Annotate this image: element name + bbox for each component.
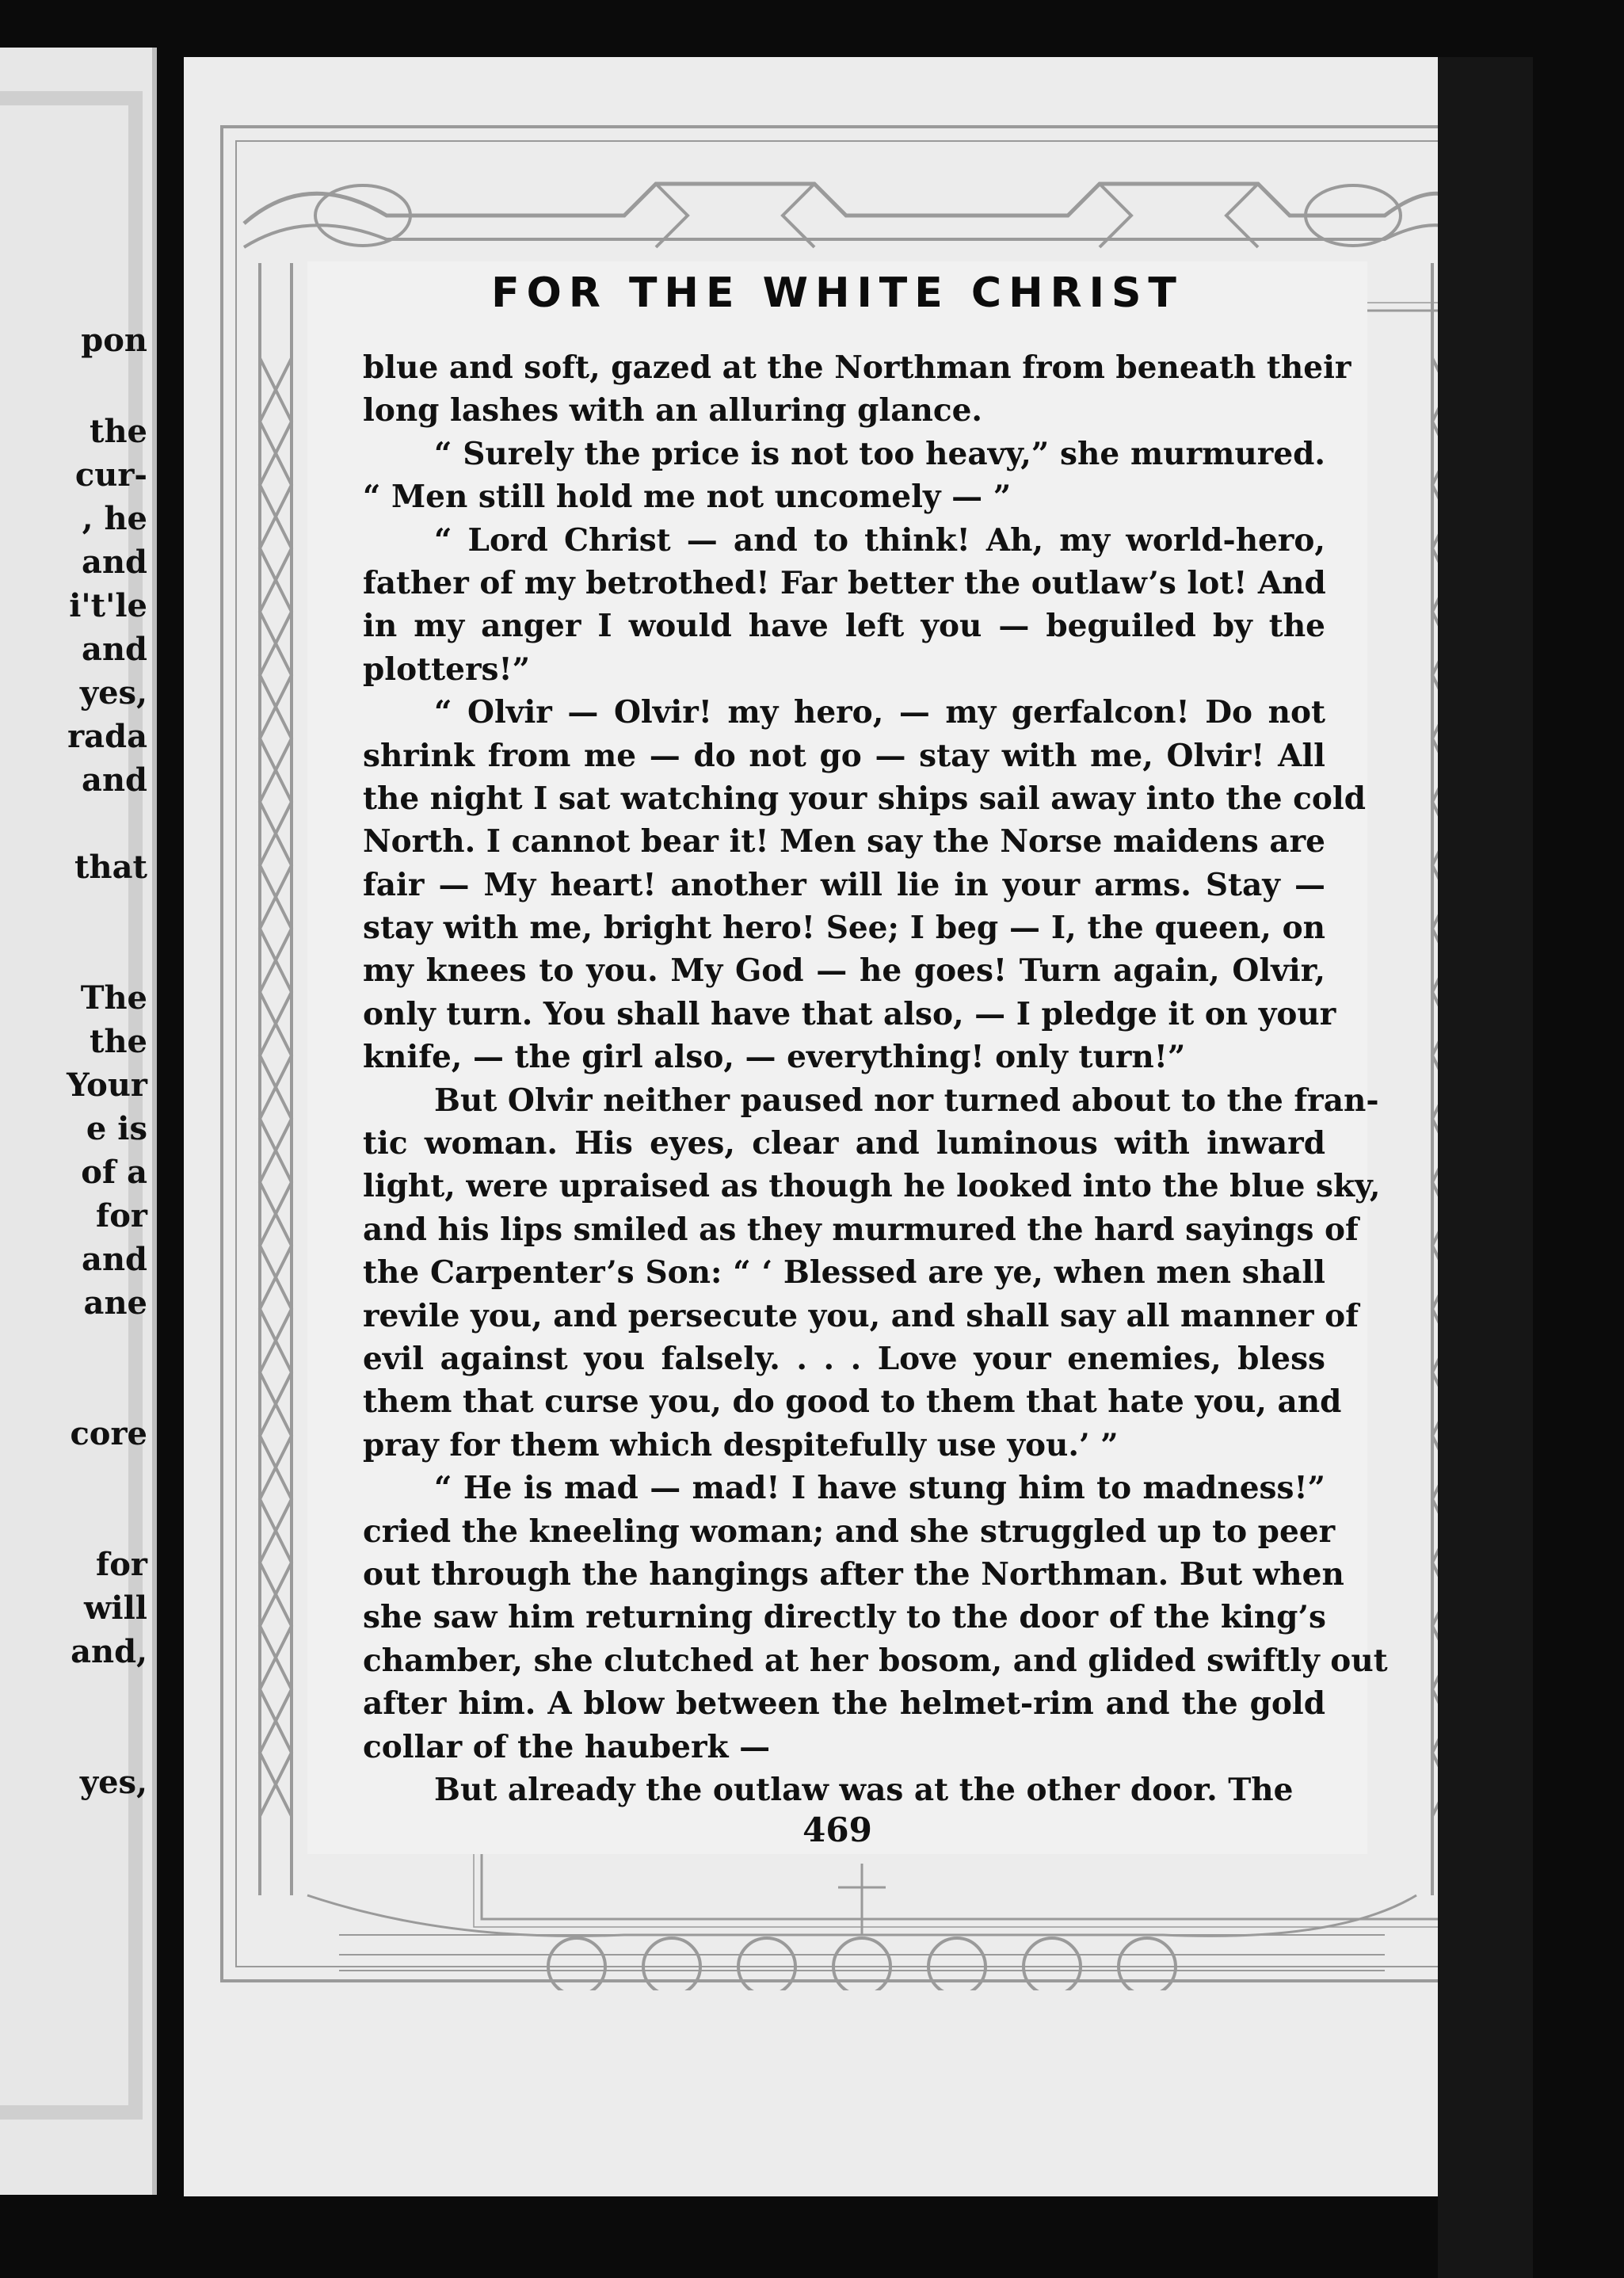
facing-page-line: pon xyxy=(81,322,147,359)
text-line: cried the kneeling woman; and she struggled up to peer xyxy=(363,1513,1336,1550)
page-title: FOR THE WHITE CHRIST xyxy=(491,269,1184,317)
text-line: “ Lord Christ — and to think! Ah, my world-hero, xyxy=(434,521,1325,559)
facing-page-line: rada xyxy=(67,718,147,755)
text-line: “ Men still hold me not uncomely — ” xyxy=(363,479,1012,516)
text-line: But Olvir neither paused nor turned about to the fran- xyxy=(434,1082,1379,1119)
text-line: stay with me, bright hero! See; I beg — I, the queen, on xyxy=(363,910,1325,947)
facing-page-line: ane xyxy=(83,1284,147,1322)
facing-page-line: , he xyxy=(82,500,147,537)
text-line: father of my betrothed! Far better the outlaw’s lot! And xyxy=(363,564,1326,601)
facing-page-line: i't'le xyxy=(69,587,147,624)
text-line: pray for them which despitefully use you.’ ” xyxy=(363,1426,1119,1463)
text-line: only turn. You shall have that also, — I pledge it on your xyxy=(363,995,1336,1032)
facing-page-line: and xyxy=(82,544,147,581)
facing-page-line: the xyxy=(89,1023,147,1060)
page-number: 469 xyxy=(802,1811,872,1849)
facing-page-line: that xyxy=(74,849,147,886)
text-line: shrink from me — do not go — stay with me, Olvir! All xyxy=(363,737,1325,774)
facing-page-line: Your xyxy=(67,1067,147,1104)
facing-page-line: and, xyxy=(71,1633,147,1670)
text-line: “ Surely the price is not too heavy,” she murmured. xyxy=(434,435,1325,472)
text-line: tic woman. His eyes, clear and luminous with inward xyxy=(363,1125,1325,1162)
text-line: after him. A blow between the helmet-rim and the gold xyxy=(363,1685,1325,1723)
text-line: blue and soft, gazed at the Northman from beneath their xyxy=(363,349,1351,386)
text-line: North. I cannot bear it! Men say the Norse maidens are xyxy=(363,823,1325,860)
facing-page-line: the xyxy=(89,413,147,450)
facing-page-line: e is xyxy=(86,1110,147,1147)
text-line: knife, — the girl also, — everything! only turn!” xyxy=(363,1039,1186,1076)
text-line: long lashes with an alluring glance. xyxy=(363,392,982,429)
text-line: she saw him returning directly to the door of the king’s xyxy=(363,1599,1326,1636)
text-line: light, were upraised as though he looked into the blue sky, xyxy=(363,1168,1381,1205)
facing-page-line: yes, xyxy=(79,674,147,712)
facing-page-line: yes, xyxy=(79,1764,147,1801)
facing-page-line: of a xyxy=(81,1154,147,1191)
text-line: and his lips smiled as they murmured the hard sayings of xyxy=(363,1211,1359,1248)
book-spine xyxy=(1438,57,1533,2278)
facing-page-line: will xyxy=(83,1589,147,1627)
facing-page-line: for xyxy=(96,1197,147,1234)
facing-page-border xyxy=(0,91,143,2120)
text-line: the night I sat watching your ships sail away into the cold xyxy=(363,780,1367,817)
text-line: my knees to you. My God — he goes! Turn again, Olvir, xyxy=(363,952,1325,990)
facing-page-line: cur- xyxy=(74,456,147,494)
facing-page-line: core xyxy=(70,1415,147,1452)
facing-page-line: The xyxy=(80,979,147,1017)
text-line: revile you, and persecute you, and shall say all manner of xyxy=(363,1297,1359,1334)
text-line: evil against you falsely. . . . Love your enemies, bless xyxy=(363,1340,1325,1377)
facing-page-line: for xyxy=(96,1546,147,1583)
body-text xyxy=(363,346,1388,1811)
facing-page-line: and xyxy=(82,1241,147,1278)
facing-page xyxy=(0,48,157,2195)
text-line: “ Olvir — Olvir! my hero, — my gerfalcon! Do not xyxy=(434,694,1325,731)
facing-page-line: and xyxy=(82,761,147,799)
text-line: collar of the hauberk — xyxy=(363,1728,771,1765)
text-line: fair — My heart! another will lie in your arms. Stay — xyxy=(363,866,1325,903)
text-line: out through the hangings after the Northman. But when xyxy=(363,1555,1344,1593)
text-line: the Carpenter’s Son: “ ‘ Blessed are ye, when men shall xyxy=(363,1254,1325,1292)
text-line: “ He is mad — mad! I have stung him to madness!” xyxy=(434,1470,1325,1507)
text-line: them that curse you, do good to them that hate you, and xyxy=(363,1383,1342,1421)
text-line: in my anger I would have left you — beguiled by the xyxy=(363,608,1325,645)
text-line: But already the outlaw was at the other door. The xyxy=(434,1771,1294,1808)
text-line: chamber, she clutched at her bosom, and glided swiftly out xyxy=(363,1642,1388,1679)
facing-page-line: and xyxy=(82,631,147,668)
text-line: plotters!” xyxy=(363,651,530,688)
